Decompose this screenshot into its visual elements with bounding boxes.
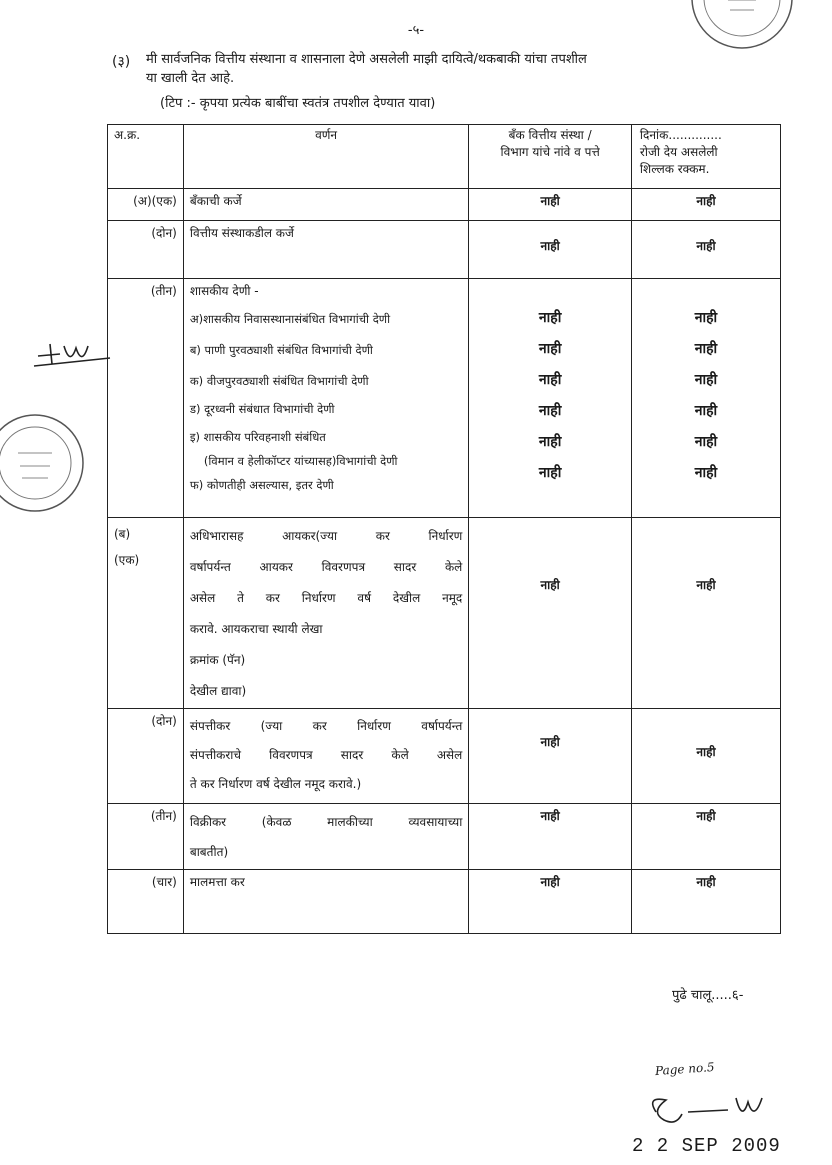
govt-dues-item: (विमान व हेलीकॉप्टर यांच्यासह)विभागांची देणी: [203, 454, 398, 468]
govt-dues-item: ब) पाणी पुरवठ्याशी संबंधित विभागांची देणी: [189, 343, 373, 357]
row-amount: [631, 279, 780, 518]
row-institution: नाही: [469, 804, 632, 870]
liabilities-table: [107, 124, 781, 934]
table-header-row: [108, 125, 781, 189]
table-row: [108, 870, 781, 934]
table-row: [108, 518, 781, 709]
row-serial: [108, 518, 184, 709]
income-tax-line: वर्षापर्यन्त आयकर विवरणपत्र सादर केले: [189, 560, 463, 574]
row-serial: (चार): [108, 870, 184, 934]
row-institution: नाही: [469, 709, 632, 804]
row-description: मालमत्ता कर: [183, 870, 468, 934]
row-description: [183, 518, 468, 709]
row-amount: नाही: [631, 709, 780, 804]
row-serial-line-1: (ब): [114, 527, 131, 541]
handwritten-page-note: Page no.5: [654, 1059, 715, 1079]
instruction-note: (टिप :- कृपया प्रत्येक बाबींचा स्वतंत्र तपशील देण्यात यावा): [160, 96, 436, 111]
row-serial: (अ)(एक): [108, 189, 184, 221]
row-serial: (तीन): [108, 804, 184, 870]
table-row: [108, 189, 781, 221]
govt-dues-amount-value: नाही: [694, 465, 718, 481]
govt-dues-amount-value: नाही: [694, 434, 718, 450]
row-institution: नाही: [469, 870, 632, 934]
wealth-tax-line: संपत्तीकर (ज्या कर निर्धारण वर्षापर्यन्त: [189, 719, 463, 733]
row-serial: (दोन): [108, 221, 184, 279]
govt-dues-item: फ) कोणतीही असल्यास, इतर देणी: [189, 478, 334, 492]
row-description: वित्तीय संस्थाकडील कर्जे: [183, 221, 468, 279]
row-amount: नाही: [631, 804, 780, 870]
table-row: [108, 709, 781, 804]
row-institution: नाही: [469, 189, 632, 221]
govt-dues-amount-value: नाही: [694, 403, 718, 419]
govt-dues-inst-value: नाही: [538, 341, 562, 357]
wealth-tax-line: संपत्तीकराचे विवरणपत्र सादर केले असेल: [189, 748, 463, 762]
notary-seal-left-icon: [0, 408, 100, 518]
row-institution: नाही: [469, 221, 632, 279]
intro-line-1: मी सार्वजनिक वित्तीय संस्थाना व शासनाला देणे असलेली माझी दायित्वे/थकबाकी यांचा तपशील: [146, 52, 587, 67]
govt-dues-amount-value: नाही: [694, 310, 718, 326]
income-tax-line: क्रमांक (पॅन): [189, 653, 246, 667]
section-intro: [146, 50, 766, 88]
govt-dues-inst-value: नाही: [538, 465, 562, 481]
sales-tax-line: बाबतीत): [189, 845, 229, 859]
row-description: बँकाची कर्जे: [183, 189, 468, 221]
govt-dues-item: इ) शासकीय परिवहनाशी संबंधित: [189, 430, 326, 444]
row-description: [183, 804, 468, 870]
header-institution-line-2: विभाग यांचे नांवे व पत्ते: [500, 145, 600, 159]
header-serial: अ.क्र.: [108, 125, 184, 189]
row-serial: (तीन): [108, 279, 184, 518]
income-tax-line: करावे. आयकराचा स्थायी लेखा: [189, 622, 323, 636]
row-amount: नाही: [631, 189, 780, 221]
income-tax-line: असेल ते कर निर्धारण वर्ष देखील नमूद: [189, 591, 463, 605]
govt-dues-item: क) वीजपुरवठ्याशी संबंधित विभागांची देणी: [189, 374, 369, 388]
row-serial-line-2: (एक): [114, 553, 140, 567]
income-tax-line: अधिभारासह आयकर(ज्या कर निर्धारण: [189, 529, 463, 543]
table-row: [108, 221, 781, 279]
section-number: (३): [112, 54, 131, 70]
govt-dues-inst-value: नाही: [538, 372, 562, 388]
date-stamp: 2 2 SEP 2009: [632, 1135, 781, 1157]
table-row: [108, 279, 781, 518]
govt-dues-inst-value: नाही: [538, 403, 562, 419]
govt-dues-amount-value: नाही: [694, 372, 718, 388]
govt-dues-item: अ)शासकीय निवासस्थानासंबंधित विभागांची देणी: [189, 312, 391, 326]
intro-line-2: या खाली देत आहे.: [146, 71, 235, 86]
header-date-line-1: दिनांक..............: [639, 128, 722, 142]
row-serial: (दोन): [108, 709, 184, 804]
wealth-tax-line: ते कर निर्धारण वर्ष देखील नमूद करावे.): [189, 777, 362, 791]
row-amount: नाही: [631, 518, 780, 709]
row-institution: [469, 279, 632, 518]
row-description: [183, 279, 468, 518]
header-description: वर्णन: [183, 125, 468, 189]
govt-dues-inst-value: नाही: [538, 310, 562, 326]
header-date-amount: [631, 125, 780, 189]
continued-note: पुढे चालू.....६-: [672, 988, 744, 1003]
header-institution-line-1: बँक वित्तीय संस्था /: [508, 128, 592, 142]
income-tax-line: देखील द्यावा): [189, 684, 247, 698]
notary-seal-icon: [682, 0, 812, 50]
row-institution: नाही: [469, 518, 632, 709]
govt-dues-inst-value: नाही: [538, 434, 562, 450]
govt-dues-item: ड) दूरध्वनी संबंधात विभागांची देणी: [189, 402, 335, 416]
row-amount: नाही: [631, 870, 780, 934]
header-date-line-3: शिल्लक रक्कम.: [639, 162, 710, 176]
sales-tax-line: विक्रीकर (केवळ मालकीच्या व्यवसायाच्या: [189, 815, 463, 829]
govt-dues-amount-value: नाही: [694, 341, 718, 357]
signature-icon: [642, 1090, 782, 1132]
header-institution: [469, 125, 632, 189]
header-date-line-2: रोजी देय असलेली: [639, 145, 718, 159]
table-row: [108, 804, 781, 870]
govt-dues-title: शासकीय देणी -: [189, 284, 259, 298]
row-description: [183, 709, 468, 804]
page-number: -५-: [407, 23, 425, 38]
row-amount: नाही: [631, 221, 780, 279]
